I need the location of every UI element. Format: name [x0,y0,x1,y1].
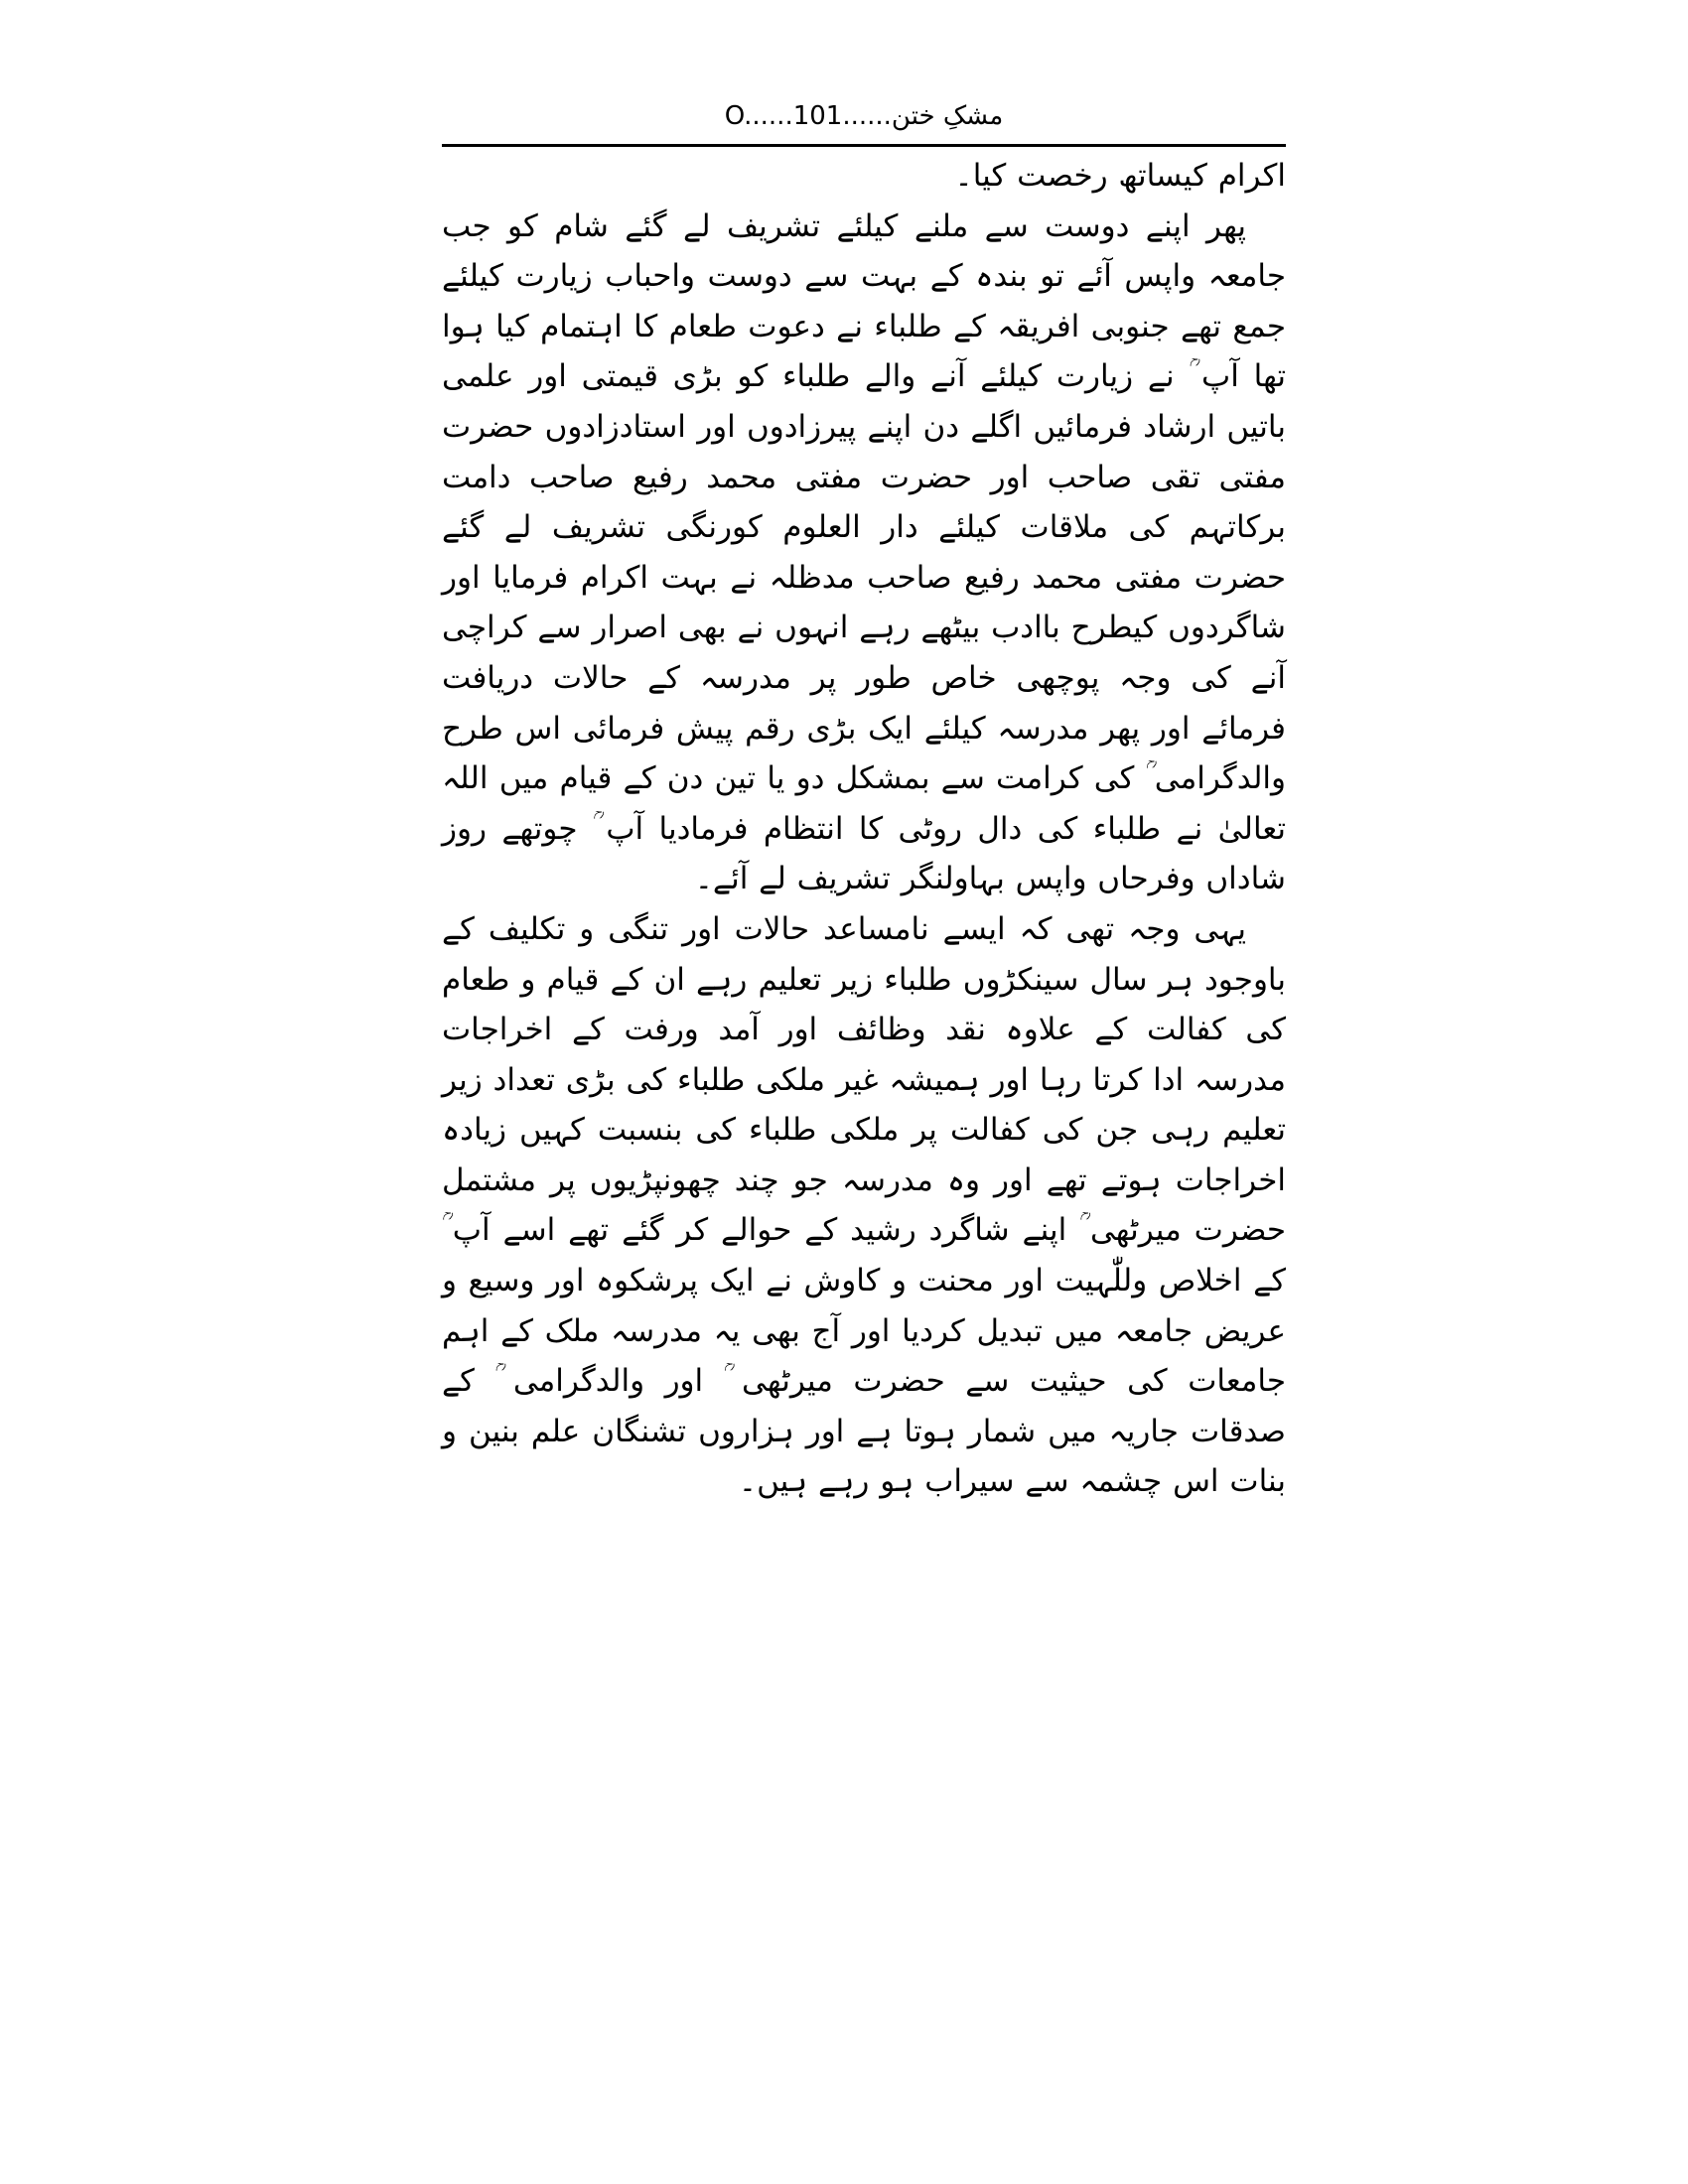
paragraph-madrasa-growth: یہی وجہ تھی کہ ایسے نامساعد حالات اور تنگی و تکلیف کے باوجود ہر سال سینکڑوں طلباء زیر تعلیم رہے ان کے قیام و طعام کی کفالت کے علاوہ نقد وظائف اور آمد ورفت کے اخراجات مدرسہ ادا کرتا رہا اور ہمیشہ غیر ملکی طلباء کی بڑی تعداد زیر تعلیم رہی جن کی کفالت پر ملکی طلباء کی بنسبت کہیں زیادہ اخراجات ہوتے تھے اور وہ مدرسہ جو چند چھونپڑیوں پر مشتمل حضرت میرٹھی ؒ اپنے شاگرد رشید کے حوالے کر گئے تھے اسے آپ ؒ کے اخلاص وللّٰہیت اور محنت و کاوش نے ایک پرشکوہ اور وسیع و عریض جامعہ میں تبدیل کردیا اور آج بھی یہ مدرسہ ملک کے اہم جامعات کی حیثیت سے حضرت میرٹھی ؒ اور والدگرامی ؒ کے صدقات جاریہ میں شمار ہوتا ہے اور ہزاروں تشنگان علم بنین و بنات اس چشمہ سے سیراب ہو رہے ہیں۔ [442,910,1286,1500]
paragraph-visit-karachi: پھر اپنے دوست سے ملنے کیلئے تشریف لے گئے شام کو جب جامعہ واپس آئے تو بندہ کے بہت سے دوست واحباب زیارت کیلئے جمع تھے جنوبی افریقہ کے طلباء نے دعوت طعام کا اہتمام کیا ہوا تھا آپ ؒ نے زیارت کیلئے آنے والے طلباء کو بڑی قیمتی اور علمی باتیں ارشاد فرمائیں اگلے دن اپنے پیرزادوں اور استادزادوں حضرت مفتی تقی صاحب اور حضرت مفتی محمد رفیع صاحب دامت برکاتہم کی ملاقات کیلئے دار العلوم کورنگی تشریف لے گئے حضرت مفتی محمد رفیع صاحب مدظلہ نے بہت اکرام فرمایا اور شاگردوں کیطرح باادب بیٹھے رہے انہوں نے بھی اصرار سے کراچی آنے کی وجہ پوچھی خاص طور پر مدرسہ کے حالات دریافت فرمائے اور پھر مدرسہ کیلئے ایک بڑی رقم پیش فرمائی اس طرح والدگرامی ؒ کی کرامت سے بمشکل دو یا تین دن کے قیام میں اللہ تعالیٰ نے طلباء کی دال روٹی کا انتظام فرمادیا آپ ؒ چوتھے روز شاداں وفرحاں واپس بہاولنگر تشریف لے آئے۔ [442,207,1286,897]
paragraph-continuation: اکرام کیساتھ رخصت کیا۔ [954,158,1286,194]
running-header: مشکِ ختن......O......101 [724,101,1004,131]
header-divider [442,144,1286,147]
page-body [442,151,1286,1507]
